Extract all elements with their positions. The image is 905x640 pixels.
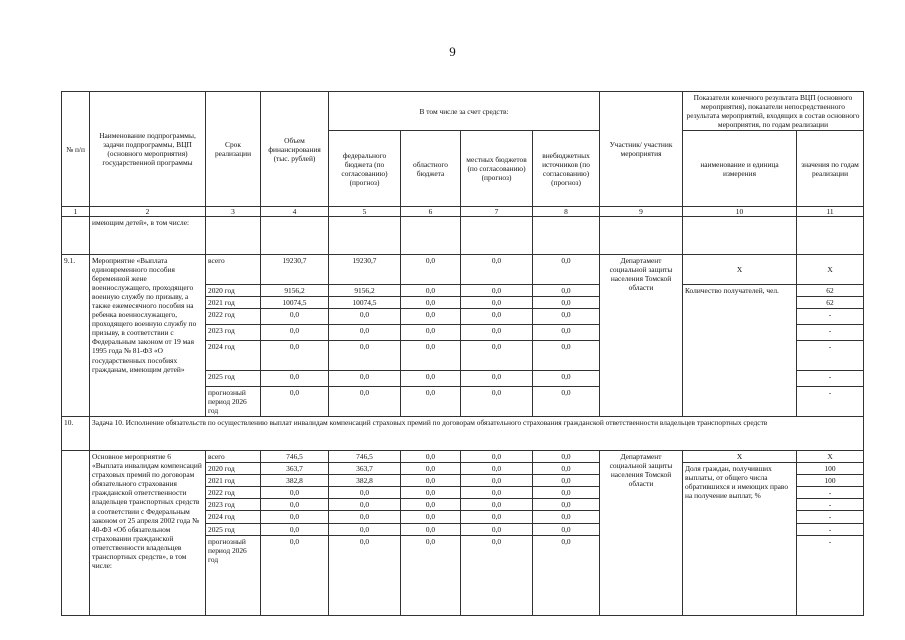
local-cell: 0,0 [461,511,533,523]
header-period: Срок реализации [206,92,261,207]
continuation-row [62,217,864,255]
total-cell: 0,0 [261,371,329,387]
col-number: 9 [600,207,683,217]
federal-cell: 0,0 [329,499,401,511]
header-extra: внебюджетных источников (по согласованию) (прогноз) [533,131,600,207]
local-cell: 0,0 [461,451,533,463]
period-cell: 2024 год [206,341,261,371]
total-cell: 0,0 [261,325,329,341]
period-cell: 2024 год [206,511,261,523]
period-cell: 2020 год [206,285,261,297]
regional-cell: 0,0 [401,499,461,511]
extra-cell: 0,0 [533,285,600,297]
regional-cell: 0,0 [401,285,461,297]
local-cell: 0,0 [461,341,533,371]
header-funds-group: В том числе за счет средств: [329,92,600,131]
period-cell: прогнозный период 2026 год [206,535,261,615]
regional-cell: 0,0 [401,511,461,523]
indicator-name-cell: Х [683,451,797,463]
col-number: 3 [206,207,261,217]
total-cell: 0,0 [261,523,329,535]
header-federal: федерального бюджета (по согласованию) (прогноз) [329,131,401,207]
regional-cell: 0,0 [401,463,461,475]
col-number: 11 [797,207,864,217]
total-cell: 0,0 [261,499,329,511]
extra-cell: 0,0 [533,463,600,475]
indicator-value-cell: - [797,487,864,499]
task-text: Задача 10. Исполнение обязательств по осуществлению выплат инвалидам компенсаций страховых премий по договорам обязательного страхования гражданской ответственности владельцев транспортных средств [90,417,864,451]
indicator-name-cell: Доля граждан, получивших выплаты, от общего числа обратившихся и имеющих право на получение выплат, % [683,463,797,615]
indicator-value-cell: - [797,499,864,511]
period-cell: прогнозный период 2026 год [206,387,261,417]
federal-cell: 382,8 [329,475,401,487]
measure-name: Основное мероприятие 6 «Выплата инвалидам компенсаций страховых премий по договорам обязательного страхования гражданской ответственности владельцев транспортных средств в соответствии с Федеральным законом от 25 апреля 2002 года № 40-ФЗ «Об обязательном страховании гражданской ответственности владельцев транспортных средств», в том числе: [90,451,206,615]
indicator-value-cell: 100 [797,463,864,475]
col-number: 1 [62,207,90,217]
total-cell: 0,0 [261,309,329,325]
total-cell: 19230,7 [261,255,329,285]
task-row [62,417,864,451]
indicator-value-cell: 62 [797,297,864,309]
regional-cell: 0,0 [401,487,461,499]
indicator-name-cell: Х [683,255,797,285]
total-cell: 382,8 [261,475,329,487]
extra-cell: 0,0 [533,297,600,309]
extra-cell: 0,0 [533,325,600,341]
extra-cell: 0,0 [533,535,600,615]
federal-cell: 363,7 [329,463,401,475]
extra-cell: 0,0 [533,487,600,499]
indicator-value-cell: - [797,387,864,417]
indicator-name-cell: Количество получателей, чел. [683,285,797,417]
federal-cell: 0,0 [329,309,401,325]
header-num: № п/п [62,92,90,207]
regional-cell: 0,0 [401,297,461,309]
program-table [61,91,864,616]
indicator-value-cell: 62 [797,285,864,297]
federal-cell: 0,0 [329,535,401,615]
period-cell: 2021 год [206,297,261,309]
local-cell: 0,0 [461,297,533,309]
col-number: 7 [461,207,533,217]
local-cell: 0,0 [461,523,533,535]
extra-cell: 0,0 [533,371,600,387]
program-table-wrapper [61,91,864,616]
indicator-value-cell: - [797,523,864,535]
total-cell: 10074,5 [261,297,329,309]
total-cell: 363,7 [261,463,329,475]
local-cell: 0,0 [461,325,533,341]
period-cell: всего [206,255,261,285]
period-cell: 2025 год [206,523,261,535]
federal-cell: 0,0 [329,371,401,387]
extra-cell: 0,0 [533,341,600,371]
total-cell: 0,0 [261,535,329,615]
total-cell: 0,0 [261,387,329,417]
local-cell: 0,0 [461,285,533,297]
indicator-value-cell: - [797,371,864,387]
indicator-value-cell: Х [797,451,864,463]
header-participant: Участник/ участник мероприятия [600,92,683,207]
extra-cell: 0,0 [533,523,600,535]
regional-cell: 0,0 [401,309,461,325]
extra-cell: 0,0 [533,499,600,511]
table-row [62,255,864,285]
header-name: Наименование подпрограммы, задачи подпрограммы, ВЦП (основного мероприятия) государственной программы [90,92,206,207]
local-cell: 0,0 [461,499,533,511]
federal-cell: 746,5 [329,451,401,463]
extra-cell: 0,0 [533,309,600,325]
regional-cell: 0,0 [401,325,461,341]
header-indicator-name: наименование и единица измерения [683,131,797,207]
indicator-value-cell: - [797,341,864,371]
col-number: 2 [90,207,206,217]
header-total: Объем финансирования (тыс. рублей) [261,92,329,207]
federal-cell: 0,0 [329,511,401,523]
header-regional: областного бюджета [401,131,461,207]
col-number: 10 [683,207,797,217]
continuation-text: имеющим детей», в том числе: [90,217,206,255]
period-cell: 2025 год [206,371,261,387]
local-cell: 0,0 [461,463,533,475]
local-cell: 0,0 [461,387,533,417]
indicator-value-cell: Х [797,255,864,285]
period-cell: 2023 год [206,499,261,511]
federal-cell: 0,0 [329,341,401,371]
extra-cell: 0,0 [533,387,600,417]
local-cell: 0,0 [461,255,533,285]
federal-cell: 0,0 [329,325,401,341]
regional-cell: 0,0 [401,341,461,371]
local-cell: 0,0 [461,487,533,499]
participant-cell: Департамент социальной защиты населения Томской области [600,451,683,615]
federal-cell: 10074,5 [329,297,401,309]
col-number: 8 [533,207,600,217]
local-cell: 0,0 [461,309,533,325]
indicator-value-cell: - [797,535,864,615]
extra-cell: 0,0 [533,511,600,523]
federal-cell: 0,0 [329,387,401,417]
col-number: 5 [329,207,401,217]
period-cell: 2022 год [206,487,261,499]
regional-cell: 0,0 [401,255,461,285]
period-cell: 2021 год [206,475,261,487]
extra-cell: 0,0 [533,475,600,487]
total-cell: 746,5 [261,451,329,463]
table-row [62,451,864,463]
period-cell: 2023 год [206,325,261,341]
period-cell: всего [206,451,261,463]
measure-name: Мероприятие «Выплата единовременного пособия беременной жене военнослужащего, проходящего военную службу по призыву, а также ежемесячного пособия на ребенка военнослужащего, проходящего военную службу по призыву, в соответствии с Федеральным законом от 19 мая 1995 года № 81-ФЗ «О государственных пособиях гражданам, имеющим детей» [90,255,206,417]
header-indicator-values: значения по годам реализации [797,131,864,207]
regional-cell: 0,0 [401,523,461,535]
header-row-1 [62,92,864,131]
period-cell: 2022 год [206,309,261,325]
column-numbers-row [62,207,864,217]
col-number: 4 [261,207,329,217]
page-number: 9 [449,44,456,59]
local-cell: 0,0 [461,475,533,487]
local-cell: 0,0 [461,535,533,615]
extra-cell: 0,0 [533,451,600,463]
participant-cell: Департамент социальной защиты населения Томской области [600,255,683,417]
indicator-value-cell: - [797,309,864,325]
regional-cell: 0,0 [401,371,461,387]
period-cell: 2020 год [206,463,261,475]
indicator-value-cell: 100 [797,475,864,487]
regional-cell: 0,0 [401,535,461,615]
federal-cell: 19230,7 [329,255,401,285]
total-cell: 9156,2 [261,285,329,297]
row-number: 9.1. [62,255,90,417]
federal-cell: 0,0 [329,523,401,535]
total-cell: 0,0 [261,511,329,523]
total-cell: 0,0 [261,487,329,499]
federal-cell: 0,0 [329,487,401,499]
regional-cell: 0,0 [401,451,461,463]
total-cell: 0,0 [261,341,329,371]
federal-cell: 9156,2 [329,285,401,297]
indicator-value-cell: - [797,325,864,341]
indicator-value-cell: - [797,511,864,523]
local-cell: 0,0 [461,371,533,387]
header-local: местных бюджетов (по согласованию) (прогноз) [461,131,533,207]
regional-cell: 0,0 [401,475,461,487]
row-number: 10. [62,417,90,451]
header-indicators-group: Показатели конечного результата ВЦП (основного мероприятия), показатели непосредственного результата мероприятий, входящих в состав основного мероприятия, по годам реализации [683,92,864,131]
regional-cell: 0,0 [401,387,461,417]
col-number: 6 [401,207,461,217]
extra-cell: 0,0 [533,255,600,285]
